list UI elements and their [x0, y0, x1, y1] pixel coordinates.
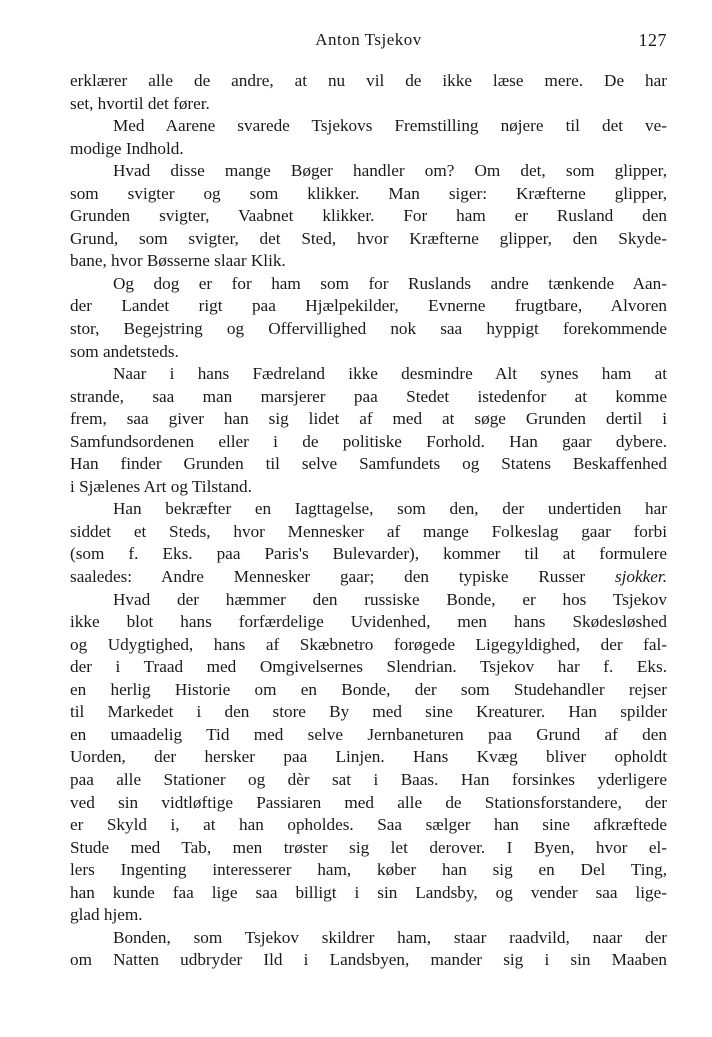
text-line: som andetsteds. [70, 341, 179, 361]
text-line: Naar i hans Fædreland ikke desmindre Alt synes ham at [113, 364, 667, 384]
text-line: (som f. Eks. paa Paris's Bulevarder), kommer til at formulere [70, 544, 667, 564]
text-line: til Markedet i den store By med sine Kreaturer. Han spilder [70, 702, 667, 722]
text-line: en herlig Historie om en Bonde, der som Studehandler rejser [70, 679, 667, 699]
text-line: der i Traad med Omgivelsernes Slendrian. Tsjekov har f. Eks. [70, 657, 667, 677]
running-title: Anton Tsjekov [315, 30, 422, 49]
text-line: Og dog er for ham som for Ruslands andre tænkende Aan- [113, 273, 667, 293]
text-line: frem, saa giver han sig lidet af med at søge Grunden dertil i [70, 409, 667, 429]
text-line: Grunden svigter, Vaabnet klikker. For ham er Rusland den [70, 206, 667, 226]
text-line: modige Indhold. [70, 138, 184, 158]
text-line: Bonden, som Tsjekov skildrer ham, staar raadvild, naar der [113, 927, 667, 947]
text-line: Hvad disse mange Bøger handler om? Om det, som glipper, [113, 161, 667, 181]
text-line: ved sin vidtløftige Passiaren med alle de Stationsforstandere, der [70, 792, 667, 812]
text-line: om Natten udbryder Ild i Landsbyen, mander sig i sin Maaben [70, 950, 667, 970]
text-line: Han finder Grunden til selve Samfundets og Statens Beskaffenhed [70, 454, 667, 474]
text-line: siddet et Steds, hvor Mennesker af mange Folkeslag gaar forbi [70, 521, 667, 541]
text-line: der Landet rigt paa Hjælpekilder, Evnerne frugtbare, Alvoren [70, 296, 667, 316]
text-line: Grund, som svigter, det Sted, hvor Kræfterne glipper, den Skyde- [70, 228, 667, 248]
text-line: ikke blot hans forfærdelige Uvidenhed, men hans Skødesløshed [70, 612, 667, 632]
text-line: en umaadelig Tid med selve Jernbaneturen paa Grund af den [70, 724, 667, 744]
text-line: Han bekræfter en Iagttagelse, som den, der undertiden har [113, 499, 667, 519]
text-line: Samfundsordenen eller i de politiske Forhold. Han gaar dybere. [70, 431, 667, 451]
text-line: som svigter og som klikker. Man siger: Kræfterne glipper, [70, 183, 667, 203]
page-number: 127 [638, 30, 667, 50]
text-line: erklærer alle de andre, at nu vil de ikke læse mere. De har [70, 71, 667, 90]
text-line: strande, saa man marsjerer paa Stedet istedenfor at komme [70, 386, 667, 406]
text-line: er Skyld i, at han opholdes. Saa sælger han sine afkræftede [70, 815, 667, 835]
text-line: Med Aarene svarede Tsjekovs Fremstilling nøjere til det ve- [113, 116, 667, 136]
text-line [70, 566, 667, 589]
text-line: han kunde faa lige saa billigt i sin Landsby, og vender saa lige- [70, 882, 667, 902]
text-line: i Sjælenes Art og Tilstand. [70, 476, 252, 496]
running-header [70, 30, 667, 54]
text-line: Uorden, der hersker paa Linjen. Hans Kvæg bliver opholdt [70, 747, 667, 767]
text-line: Stude med Tab, men trøster sig let derover. I Byen, hvor el- [70, 837, 667, 857]
text-line: Hvad der hæmmer den russiske Bonde, er hos Tsjekov [113, 589, 667, 609]
text-line: lers Ingenting interesserer ham, køber han sig en Del Ting, [70, 860, 667, 880]
text-line: og Udygtighed, hans af Skæbnetro forøgede Ligegyldighed, der fal- [70, 634, 667, 654]
text-line: paa alle Stationer og dèr sat i Baas. Han forsinkes yderligere [70, 769, 667, 789]
text-line: stor, Begejstring og Offervillighed nok saa hyppigt forekommende [70, 319, 667, 339]
text-line: set, hvortil det fører. [70, 93, 210, 113]
text-line: bane, hvor Bøsserne slaar Klik. [70, 251, 286, 271]
text-line-main: saaledes: Andre Mennesker gaar; den typiske Russer [70, 567, 586, 587]
emphasized-word: sjokker. [614, 567, 667, 587]
text-line: glad hjem. [70, 905, 143, 925]
body-text [70, 70, 667, 972]
